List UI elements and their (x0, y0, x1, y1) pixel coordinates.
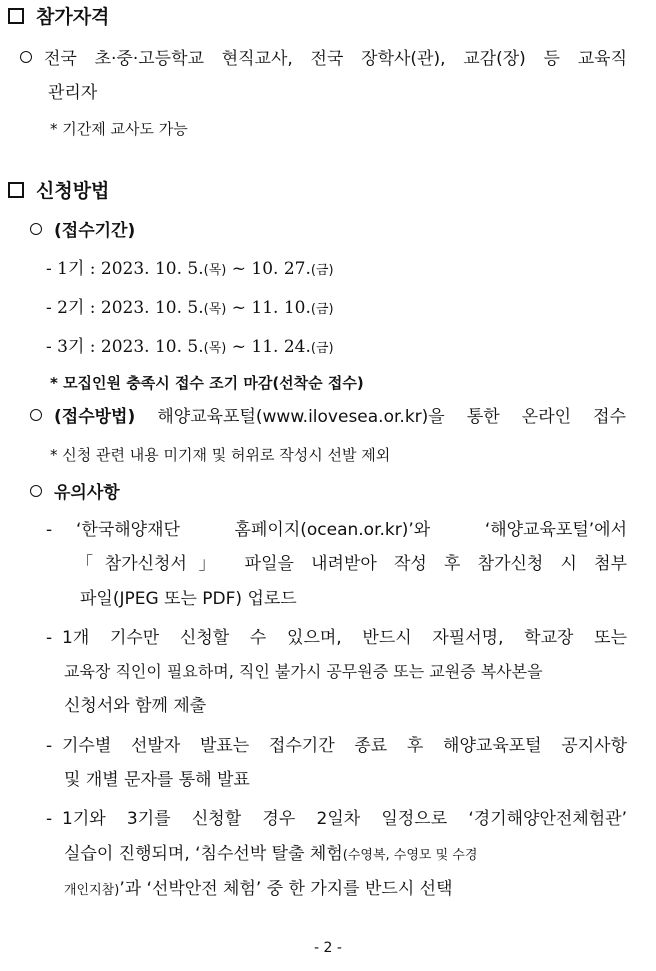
caution-label: 유의사항 (30, 482, 120, 504)
checkbox-square-icon (8, 8, 24, 24)
dash-bullet: - (46, 736, 53, 756)
eligibility-item-cont: 관리자 (48, 83, 98, 103)
circle-bullet-icon (30, 485, 42, 497)
caution-b3-line1: 기수별 선발자 발표는 접수기간 종료 후 해양교육포털 공지사항 (62, 736, 627, 756)
circle-bullet-icon (20, 51, 32, 63)
caution-b2-line2: 교육장 직인이 필요하며, 직인 불가시 공무원증 또는 교원증 복사본을 (64, 662, 543, 681)
section-title: 신청방법 (36, 180, 110, 202)
caution-b2-line3: 신청서와 함께 제출 (64, 696, 207, 716)
caution-b4-line3: 개인지참)’과 ‘선박안전 체험’ 중 한 가지를 반드시 선택 (64, 879, 453, 899)
dash-bullet: - (46, 520, 53, 540)
caution-b2-line1: 1개 기수만 신청할 수 있으며, 반드시 자필서명, 학교장 또는 (62, 628, 627, 648)
method-item: (접수방법) 해양교육포털(www.ilovesea.or.kr)을 통한 온라인 접수 (30, 406, 626, 428)
period-row-1: - 1기 : 2023. 10. 5.(목) ~ 10. 27.(금) (46, 259, 334, 279)
method-note: * 신청 관련 내용 미기재 및 허위로 작성시 선발 제외 (50, 446, 391, 464)
caution-b1-line2: 「참가신청서」 파일을 내려받아 작성 후 참가신청 시 첨부 (76, 554, 627, 574)
period-label: (접수기간) (30, 220, 135, 242)
caution-b1-line1: ‘한국해양재단 홈페이지(ocean.or.kr)’와 ‘해양교육포털’에서 (76, 520, 627, 540)
caution-b4-line1: 1기와 3기를 신청할 경우 2일차 일정으로 ‘경기해양안전체험관’ (62, 809, 627, 829)
caution-b3-line2: 및 개별 문자를 통해 발표 (64, 770, 250, 790)
section-title: 참가자격 (36, 6, 110, 28)
section-heading-application (8, 180, 109, 202)
circle-bullet-icon (30, 409, 42, 421)
dash-bullet: - (46, 809, 53, 829)
period-note: * 모집인원 충족시 접수 조기 마감(선착순 접수) (50, 374, 364, 392)
eligibility-item: 전국 초·중·고등학교 현직교사, 전국 장학사(관), 교감(장) 등 교육직 (20, 48, 627, 70)
section-heading-eligibility (8, 6, 109, 28)
eligibility-note: * 기간제 교사도 가능 (50, 120, 188, 138)
caution-b1-line3: 파일(JPEG 또는 PDF) 업로드 (80, 589, 297, 609)
checkbox-square-icon (8, 182, 24, 198)
dash-bullet: - (46, 628, 53, 648)
period-row-2: - 2기 : 2023. 10. 5.(목) ~ 11. 10.(금) (46, 298, 334, 318)
circle-bullet-icon (30, 223, 42, 235)
page-number: - 2 - (314, 940, 342, 956)
period-row-3: - 3기 : 2023. 10. 5.(목) ~ 11. 24.(금) (46, 337, 334, 357)
caution-b4-line2: 실습이 진행되며, ‘침수선박 탈출 체험(수영복, 수영모 및 수경 (64, 844, 478, 864)
